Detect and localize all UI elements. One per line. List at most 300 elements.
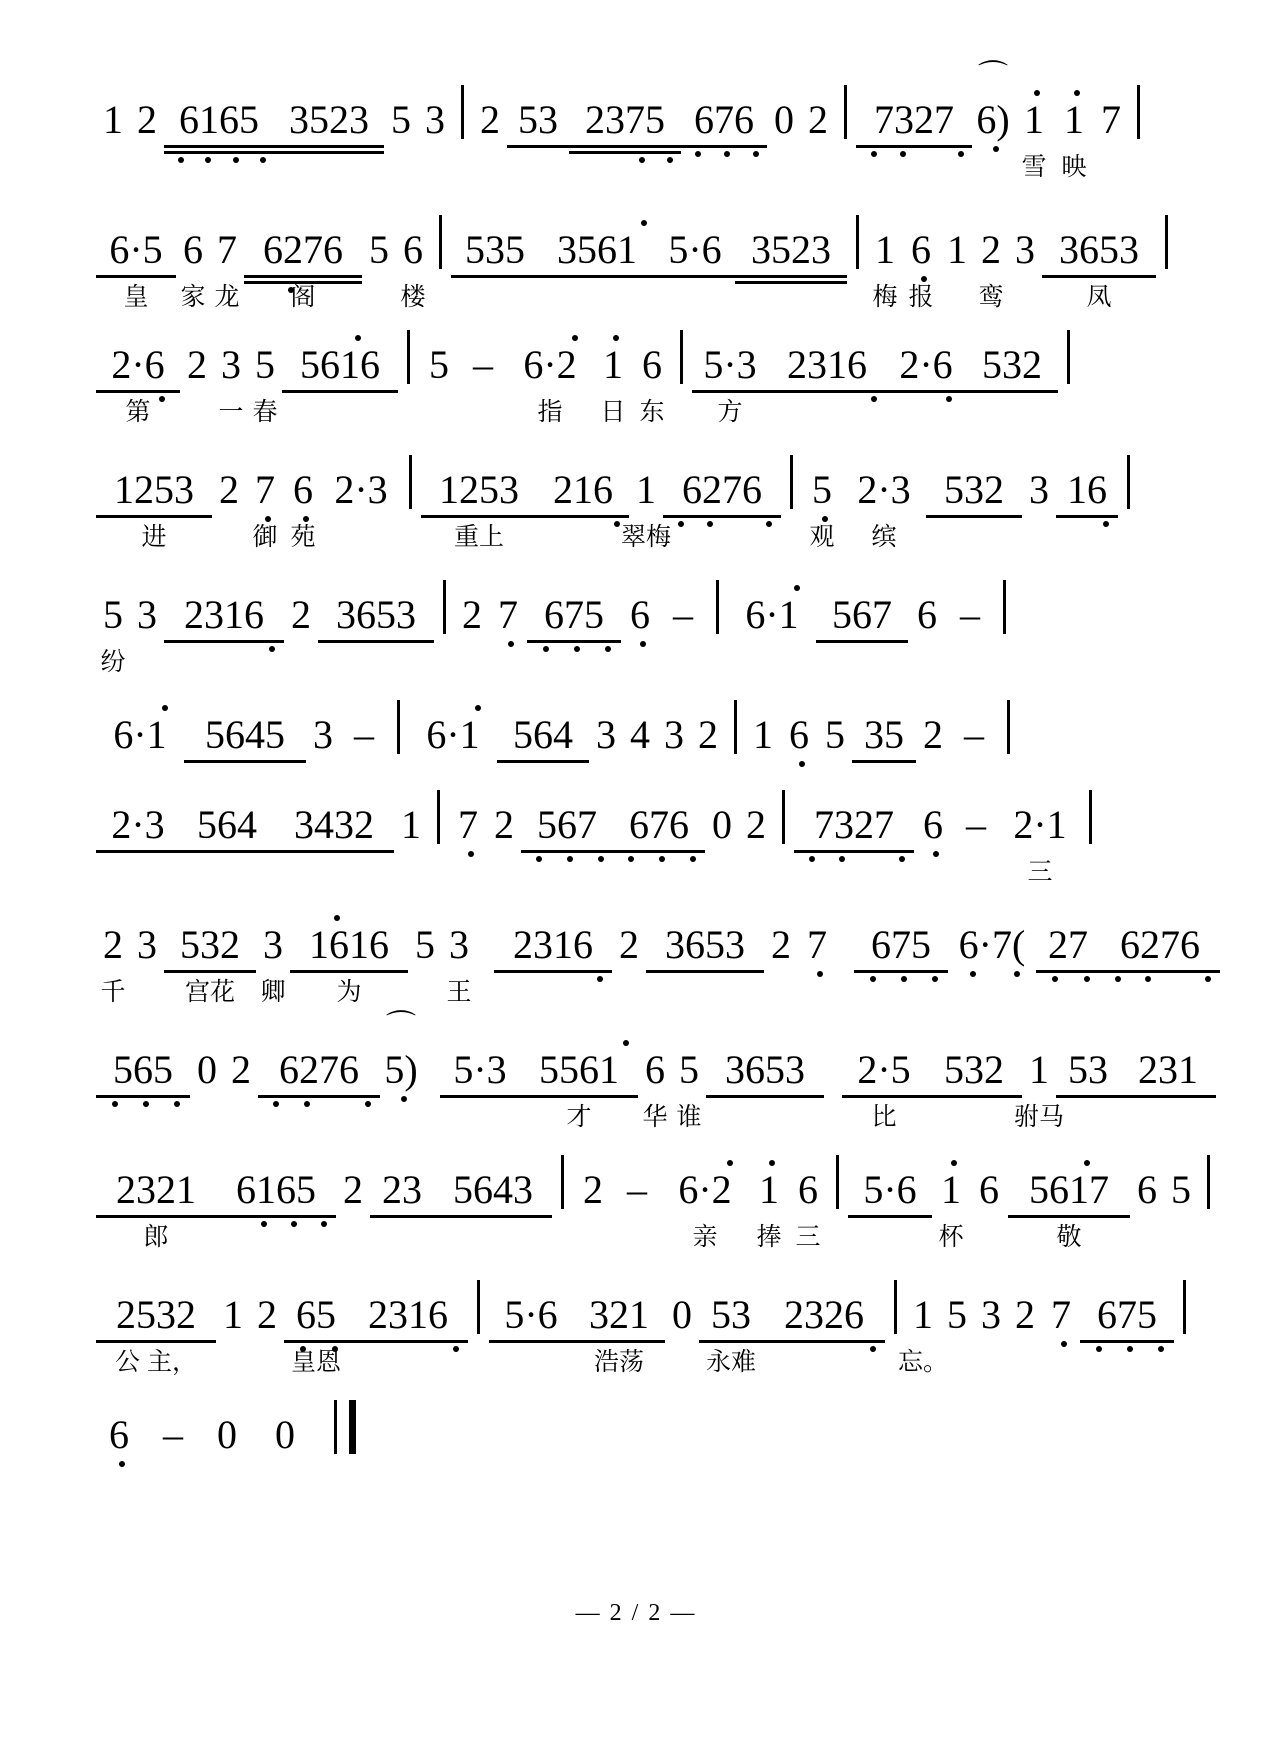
note-group <box>1008 1167 1130 1251</box>
note-digits: 2·3 <box>111 802 165 847</box>
note-group <box>246 467 284 551</box>
note-group <box>1022 467 1056 513</box>
note-digits: 2 <box>583 1167 603 1212</box>
note-group <box>419 342 459 388</box>
octave-dot-low <box>707 521 713 527</box>
lyric-syllable: 卿 <box>260 978 286 1006</box>
note-group <box>902 227 940 311</box>
note-group <box>250 1292 284 1338</box>
note-digits: 7 <box>217 227 237 272</box>
octave-dot-low <box>933 851 939 857</box>
lyric-syllable: 楼 <box>400 283 426 311</box>
note-group <box>176 227 210 311</box>
octave-dot-high <box>951 1160 957 1166</box>
beam-line <box>681 145 767 148</box>
octave-dot-low <box>839 856 845 862</box>
octave-dot-low <box>304 1101 310 1107</box>
note-digits: 2·6 <box>111 342 165 387</box>
note-group <box>665 1292 699 1338</box>
note-group <box>802 467 842 551</box>
music-measure <box>96 802 428 848</box>
octave-dot-low <box>303 516 309 522</box>
lyric-syllable: 皇 <box>123 283 149 311</box>
note-digits: 532 <box>944 1047 1004 1092</box>
note-group <box>258 1047 380 1093</box>
note-digits: 5·6 <box>863 1167 917 1212</box>
beam-line <box>290 970 408 973</box>
octave-dot-low <box>958 151 964 157</box>
octave-dot-high <box>727 1160 733 1166</box>
music-measure <box>419 342 671 426</box>
note-digits: 565 <box>113 1047 173 1092</box>
lyric-syllable: 为 <box>336 978 362 1006</box>
beam-line <box>434 1215 552 1218</box>
note-group <box>96 1412 142 1458</box>
note-digits: 2 <box>343 1167 363 1212</box>
note-digits: – <box>673 592 693 637</box>
beam-line <box>184 760 306 763</box>
beam-line <box>573 1340 665 1343</box>
lyric-syllable: 一 <box>218 398 244 426</box>
beam-line <box>1008 1215 1130 1218</box>
note-group <box>914 802 952 848</box>
octave-dot-low <box>1061 1341 1067 1347</box>
music-system <box>0 1010 1272 1131</box>
lyric-syllable: 翠梅 <box>620 523 672 551</box>
note-digits: 5643 <box>453 1167 533 1212</box>
lyric-syllable: 才 <box>566 1103 592 1131</box>
lyric-syllable: 重上 <box>453 523 505 551</box>
note-group <box>940 1292 974 1338</box>
music-measure <box>96 922 476 1006</box>
note-digits: 2 <box>698 712 718 757</box>
note-digits: 6·5 <box>109 227 163 272</box>
beam-line <box>96 1340 216 1343</box>
note-digits: 5 <box>1171 1167 1191 1212</box>
note-digits: 3 <box>221 342 241 387</box>
music-system <box>0 910 1272 1006</box>
note-group <box>848 1167 932 1213</box>
note-group <box>926 467 1022 513</box>
note-digits: 3653 <box>336 592 416 637</box>
lyric-syllable: 宫花 <box>184 978 236 1006</box>
note-digits: 2 <box>923 712 943 757</box>
octave-dot-low <box>543 646 549 652</box>
music-measure <box>96 97 452 143</box>
note-digits: 6·2 <box>678 1167 732 1212</box>
barline <box>716 580 719 634</box>
note-group <box>520 1047 638 1131</box>
music-measure <box>449 802 773 848</box>
note-digits: 6165 <box>179 97 259 142</box>
beam-line <box>164 145 274 148</box>
note-digits: 1 <box>603 342 623 387</box>
music-measure <box>455 592 707 638</box>
note-group <box>244 227 362 311</box>
note-digits: 2 <box>619 922 639 967</box>
lyric-syllable: 纷 <box>100 648 126 676</box>
music-measure <box>451 227 847 273</box>
note-group <box>623 712 657 758</box>
note-digits: 5 <box>812 467 832 512</box>
note-group <box>842 1047 926 1131</box>
octave-dot-low <box>690 856 696 862</box>
note-group <box>130 922 164 968</box>
note-digits: – <box>627 1167 647 1212</box>
lyric-syllable: 比 <box>871 1103 897 1131</box>
note-group <box>96 592 130 676</box>
note-digits: 2316 <box>368 1292 448 1337</box>
lyric-syllable: 千 <box>100 978 126 1006</box>
note-digits: 5·3 <box>453 1047 507 1092</box>
octave-dot-low <box>628 856 634 862</box>
note-digits: – <box>473 342 493 387</box>
octave-dot-high <box>623 1040 629 1046</box>
octave-dot-low <box>799 761 805 767</box>
note-digits: 5617 <box>1029 1167 1109 1212</box>
note-digits: 5 <box>415 922 435 967</box>
note-group <box>370 1167 434 1213</box>
octave-dot-low <box>574 646 580 652</box>
note-group <box>180 802 274 848</box>
beam-line <box>848 1215 932 1218</box>
note-group <box>728 592 816 638</box>
lyric-syllable: 王 <box>446 978 472 1006</box>
note-digits: 53 <box>1068 1047 1108 1092</box>
note-group <box>926 1047 1022 1093</box>
note-digits: 5 <box>391 97 411 142</box>
note-group <box>699 1292 763 1376</box>
note-group <box>487 802 521 848</box>
note-group <box>1008 227 1042 273</box>
barline <box>1089 790 1092 844</box>
note-group <box>394 802 428 848</box>
lyric-syllable: 杯 <box>938 1223 964 1251</box>
note-digits: – <box>163 1412 183 1457</box>
note-group <box>868 227 902 311</box>
note-group <box>573 1292 665 1376</box>
note-digits: 0 <box>275 1412 295 1457</box>
beam-line <box>926 1095 1022 1098</box>
note-digits: 1 <box>947 227 967 272</box>
note-digits: 3 <box>425 97 445 142</box>
beam-line <box>692 390 768 393</box>
octave-dot-low <box>265 516 271 522</box>
beam-line <box>966 390 1058 393</box>
note-digits: 6 <box>645 1047 665 1092</box>
note-digits: 1 <box>1064 97 1084 142</box>
barline <box>397 700 400 754</box>
note-digits: 2·3 <box>857 467 911 512</box>
note-digits: 532 <box>944 467 1004 512</box>
note-digits: 2 <box>746 802 766 847</box>
note-group <box>749 1167 789 1251</box>
music-measure <box>96 712 388 758</box>
note-group <box>613 1167 661 1213</box>
note-digits: 3432 <box>294 802 374 847</box>
beam-line <box>646 970 764 973</box>
note-digits: 1 <box>401 802 421 847</box>
note-group <box>589 712 623 758</box>
note-digits: 2 <box>137 97 157 142</box>
note-digits: 6276 <box>682 467 762 512</box>
note-digits: 3 <box>313 712 333 757</box>
octave-dot-low <box>870 976 876 982</box>
note-group <box>1036 922 1100 968</box>
beam-line <box>886 390 966 393</box>
beam-line <box>763 1340 885 1343</box>
note-digits: 2316 <box>787 342 867 387</box>
note-group <box>130 97 164 143</box>
note-group <box>96 712 184 758</box>
note-digits: 6165 <box>236 1167 316 1212</box>
note-digits: 3653 <box>665 922 745 967</box>
note-digits: 675 <box>871 922 931 967</box>
music-system <box>0 60 1272 181</box>
note-digits: 0 <box>774 97 794 142</box>
music-measure <box>692 342 1058 426</box>
note-digits: 6·1 <box>113 712 167 757</box>
note-group <box>886 342 966 388</box>
octave-dot-low <box>640 641 646 647</box>
note-group <box>204 1412 250 1458</box>
note-group <box>284 467 322 551</box>
note-group <box>142 1412 204 1458</box>
note-digits: 5·6 <box>504 1292 558 1337</box>
note-digits: 6) <box>976 97 1010 142</box>
lyric-syllable: 谁 <box>676 1103 702 1131</box>
note-group <box>974 1292 1008 1338</box>
octave-dot-low <box>946 396 952 402</box>
note-digits: 5 <box>825 712 845 757</box>
beam-line <box>370 1215 434 1218</box>
beam-line <box>284 1340 348 1343</box>
music-measure <box>96 467 400 551</box>
lyric-syllable: 观 <box>809 523 835 551</box>
note-group <box>440 1047 520 1093</box>
octave-dot-high <box>794 585 800 591</box>
note-group <box>507 342 593 426</box>
octave-dot-low <box>233 157 239 163</box>
music-measure <box>842 1047 1216 1131</box>
beam-line <box>244 275 362 278</box>
octave-dot-low <box>1052 976 1058 982</box>
note-group <box>184 712 306 758</box>
note-group <box>455 592 489 638</box>
music-measure <box>96 1412 320 1458</box>
octave-dot-high <box>1084 1160 1090 1166</box>
octave-dot-high <box>613 335 619 341</box>
barline <box>1003 580 1006 634</box>
note-group <box>620 467 672 551</box>
note-digits: 2 <box>103 922 123 967</box>
octave-dot-high <box>475 705 481 711</box>
note-digits: 1 <box>759 1167 779 1212</box>
beam-line <box>274 145 384 148</box>
note-group <box>459 342 507 388</box>
note-digits: 7327 <box>814 802 894 847</box>
octave-dot-low <box>567 856 573 862</box>
music-measure <box>96 1010 422 1093</box>
note-group <box>1100 922 1220 968</box>
note-digits: 3523 <box>751 227 831 272</box>
beam-line <box>164 970 256 973</box>
note-group <box>1042 227 1156 311</box>
lyric-syllable: 忘。 <box>897 1348 949 1376</box>
music-measure <box>440 1047 824 1131</box>
note-group <box>916 712 950 758</box>
note-group <box>842 467 926 551</box>
music-measure <box>854 922 1220 968</box>
barline <box>836 1155 839 1209</box>
note-digits: 5 <box>103 592 123 637</box>
octave-dot-low <box>536 856 542 862</box>
octave-dot-low <box>508 641 514 647</box>
octave-dot-low <box>1158 1346 1164 1352</box>
music-measure <box>897 1292 1174 1376</box>
note-group <box>638 1047 672 1131</box>
beam-line <box>96 1095 190 1098</box>
barline <box>477 1280 480 1334</box>
note-digits: 6276 <box>279 1047 359 1092</box>
beam-line <box>1056 515 1118 518</box>
beam-line <box>489 1340 573 1343</box>
note-digits: 5 <box>255 342 275 387</box>
octave-dot-low <box>159 396 165 402</box>
beam-line <box>569 151 681 154</box>
note-digits: 7 <box>458 802 478 847</box>
note-digits: 35 <box>864 712 904 757</box>
lyric-syllable: 鸾 <box>978 283 1004 311</box>
note-group <box>250 1412 320 1458</box>
note-digits: 567 <box>832 592 892 637</box>
note-group <box>633 342 671 426</box>
barline <box>782 790 785 844</box>
octave-dot-low <box>261 1221 267 1227</box>
note-group <box>1000 802 1080 886</box>
note-digits: 231 <box>1138 1047 1198 1092</box>
music-measure <box>473 97 835 143</box>
note-group <box>214 342 248 426</box>
lyric-syllable: 三 <box>795 1223 821 1251</box>
octave-dot-low <box>178 157 184 163</box>
note-group <box>494 922 612 968</box>
beam-line <box>816 640 908 643</box>
note-group <box>932 1167 970 1251</box>
fermata-icon: ⌒ <box>978 60 1008 93</box>
lyric-syllable: 华 <box>642 1103 668 1131</box>
barline <box>1183 1280 1186 1334</box>
note-group <box>621 592 659 638</box>
octave-dot-low <box>174 1101 180 1107</box>
octave-dot-low <box>112 1101 118 1107</box>
octave-dot-low <box>468 851 474 857</box>
note-group <box>96 1047 190 1093</box>
note-digits: 6 <box>789 712 809 757</box>
note-digits: 6·2 <box>523 342 577 387</box>
note-group <box>735 227 847 273</box>
octave-dot-low <box>1115 976 1121 982</box>
note-digits: 1253 <box>114 467 194 512</box>
note-digits: 3653 <box>725 1047 805 1092</box>
music-measure <box>96 1292 468 1376</box>
octave-dot-low <box>870 1346 876 1352</box>
note-group <box>336 1167 370 1213</box>
note-digits: 3653 <box>1059 227 1139 272</box>
note-group <box>216 1167 336 1213</box>
lyric-syllable: 阁 <box>290 283 316 311</box>
note-digits: 7 <box>1101 97 1121 142</box>
note-digits: 7327 <box>874 97 954 142</box>
note-digits: 3 <box>137 922 157 967</box>
beam-line <box>96 850 180 853</box>
music-system <box>0 215 1272 311</box>
octave-dot-low <box>1205 976 1211 982</box>
music-measure <box>96 227 430 311</box>
note-digits: 6 <box>293 467 313 512</box>
note-digits: 1 <box>1029 1047 1049 1092</box>
music-measure <box>573 1167 827 1251</box>
note-digits: 16 <box>1067 467 1107 512</box>
note-digits: 3 <box>449 922 469 967</box>
note-group <box>768 342 886 388</box>
barline <box>407 330 410 384</box>
note-digits: 3523 <box>289 97 369 142</box>
octave-dot-low <box>1145 976 1151 982</box>
beam-line <box>497 760 589 763</box>
note-group <box>248 342 282 426</box>
note-group <box>449 802 487 848</box>
note-group <box>96 227 176 311</box>
music-system <box>0 580 1272 676</box>
note-group <box>537 467 629 513</box>
note-group <box>290 922 408 1006</box>
note-digits: 675 <box>1097 1292 1157 1337</box>
note-group <box>940 227 974 273</box>
note-digits: 5) <box>384 1047 418 1092</box>
octave-dot-low <box>269 646 275 652</box>
note-digits: 6 <box>109 1412 129 1457</box>
note-digits: 27 <box>1048 922 1088 967</box>
note-group <box>96 1167 216 1251</box>
beam-line <box>164 640 284 643</box>
barline <box>439 215 442 269</box>
note-digits: 2 <box>462 592 482 637</box>
octave-dot-low <box>871 151 877 157</box>
note-group <box>1080 1292 1174 1338</box>
beam-line <box>699 1340 763 1343</box>
note-digits: 564 <box>197 802 257 847</box>
note-digits: 2 <box>219 467 239 512</box>
note-group <box>746 712 780 758</box>
note-group <box>852 712 916 758</box>
barline <box>1067 330 1070 384</box>
note-digits: 1 <box>636 467 656 512</box>
note-group <box>348 1292 468 1338</box>
note-group <box>539 227 655 273</box>
note-group <box>96 802 180 848</box>
note-group <box>854 922 948 968</box>
note-digits: 2316 <box>184 592 264 637</box>
note-group <box>661 1167 749 1251</box>
note-digits: 532 <box>982 342 1042 387</box>
note-digits: 3 <box>596 712 616 757</box>
lyric-syllable: 御 <box>252 523 278 551</box>
note-group <box>284 1292 348 1376</box>
note-digits: 2·3 <box>334 467 388 512</box>
barline <box>680 330 683 384</box>
note-digits: 2316 <box>513 922 593 967</box>
